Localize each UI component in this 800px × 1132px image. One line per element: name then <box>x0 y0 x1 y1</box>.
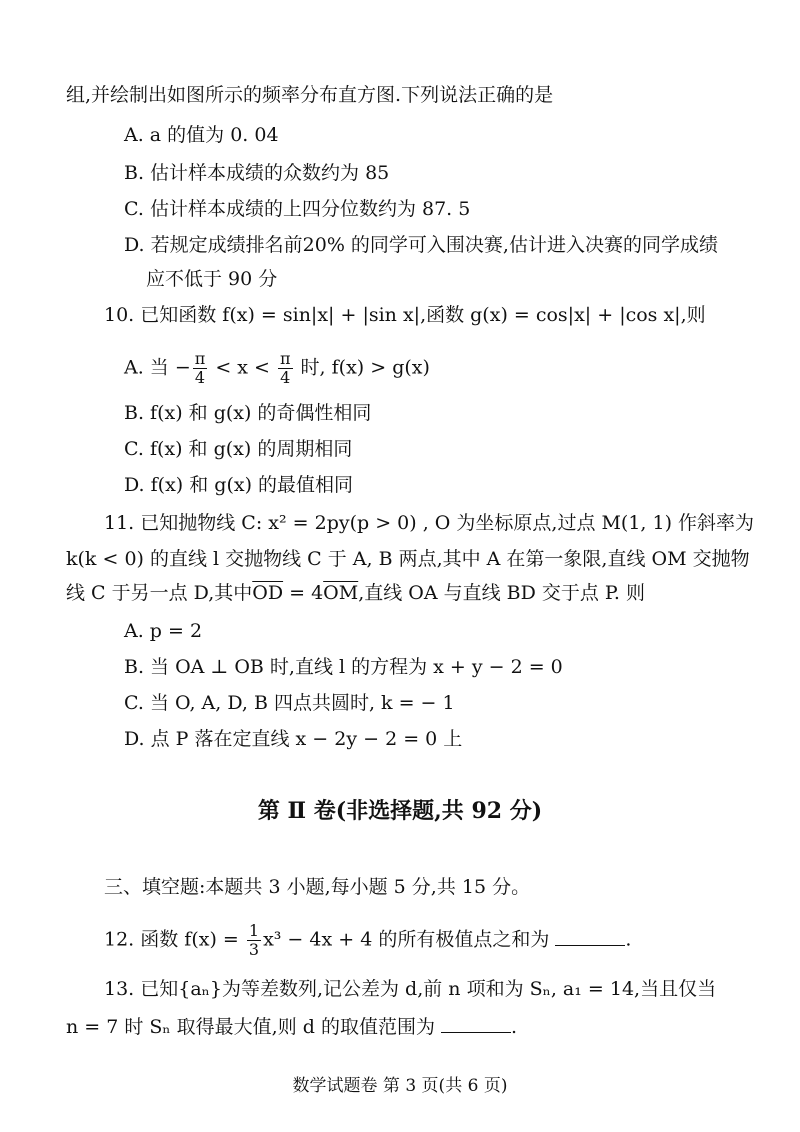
q11-option-c: C. 当 O, A, D, B 四点共圆时, k = − 1 <box>124 692 455 714</box>
q12-line <box>104 922 631 959</box>
vector-od: $\overline{OD}$ <box>252 582 284 604</box>
section-title: 第 Ⅱ 卷(非选择题,共 92 分) <box>257 798 543 824</box>
q9-option-d-line2: 应不低于 90 分 <box>146 268 278 290</box>
q11-line3-post: ,直线 OA 与直线 BD 交于点 P. 则 <box>358 582 645 604</box>
vector-om: $\overline{OM}$ <box>323 582 359 604</box>
q12-prefix: 12. 函数 f(x) = <box>104 928 245 951</box>
q13-line1: 13. 已知{aₙ}为等差数列,记公差为 d,前 n 项和为 Sₙ, a₁ = 14,当且仅当 <box>104 978 717 1000</box>
page-footer: 数学试题卷 第 3 页(共 6 页) <box>292 1076 508 1096</box>
q10-a-frac-right-num: π <box>280 349 291 368</box>
q12-answer-blank <box>555 925 625 946</box>
q12-frac-num: 1 <box>248 921 260 940</box>
q10-a-frac-left-den: 4 <box>194 368 206 387</box>
q11-option-d: D. 点 P 落在定直线 x − 2y − 2 = 0 上 <box>124 728 463 750</box>
q10-option-a <box>124 350 430 387</box>
q10-stem: 10. 已知函数 f(x) = sin|x| + |sin x|,函数 g(x) = cos|x| + |cos x|,则 <box>104 304 706 326</box>
q12-suffix: x³ − 4x + 4 的所有极值点之和为 <box>263 928 550 951</box>
part3-heading: 三、填空题:本题共 3 小题,每小题 5 分,共 15 分。 <box>104 876 531 898</box>
q10-option-b: B. f(x) 和 g(x) 的奇偶性相同 <box>124 402 372 424</box>
q9-stem-tail: 组,并绘制出如图所示的频率分布直方图.下列说法正确的是 <box>66 84 554 106</box>
q10-a-mid: < x < <box>209 356 276 379</box>
q13-end: . <box>511 1016 518 1038</box>
q12-end: . <box>625 928 632 951</box>
q10-option-d: D. f(x) 和 g(x) 的最值相同 <box>124 474 354 496</box>
q11-line3 <box>66 580 645 606</box>
q9-option-b: B. 估计样本成绩的众数约为 85 <box>124 162 390 184</box>
q10-a-frac-right-den: 4 <box>280 368 291 387</box>
q12-frac-den: 3 <box>248 940 260 959</box>
q10-a-frac-right <box>278 350 293 387</box>
q11-line3-pre: 线 C 于另一点 D,其中 <box>66 582 253 604</box>
q13-answer-blank <box>441 1012 511 1033</box>
q11-line1: 11. 已知抛物线 C: x² = 2py(p > 0) , O 为坐标原点,过点 M(1, 1) 作斜率为 <box>104 512 755 534</box>
q9-option-c: C. 估计样本成绩的上四分位数约为 87. 5 <box>124 198 471 220</box>
q11-option-a: A. p = 2 <box>124 620 203 642</box>
q10-a-suffix: 时, f(x) > g(x) <box>294 356 430 379</box>
q10-a-frac-left-num: π <box>194 349 206 368</box>
q10-a-frac-left <box>193 350 208 387</box>
q10-a-prefix: A. 当 − <box>124 356 191 379</box>
q11-option-b: B. 当 OA ⊥ OB 时,直线 l 的方程为 x + y − 2 = 0 <box>124 656 563 678</box>
q12-frac <box>247 922 261 959</box>
q13-line2-text: n = 7 时 Sₙ 取得最大值,则 d 的取值范围为 <box>66 1016 435 1038</box>
q11-line2: k(k < 0) 的直线 l 交抛物线 C 于 A, B 两点,其中 A 在第一象限,直线 OM 交抛物 <box>66 548 750 570</box>
q10-option-c: C. f(x) 和 g(x) 的周期相同 <box>124 438 353 460</box>
q9-option-d-line1: D. 若规定成绩排名前20% 的同学可入围决赛,估计进入决赛的同学成绩 <box>124 234 718 256</box>
q13-line2 <box>66 1012 517 1040</box>
q9-option-a: A. a 的值为 0. 04 <box>124 124 279 146</box>
q11-line3-eq: = 4 <box>283 582 324 604</box>
